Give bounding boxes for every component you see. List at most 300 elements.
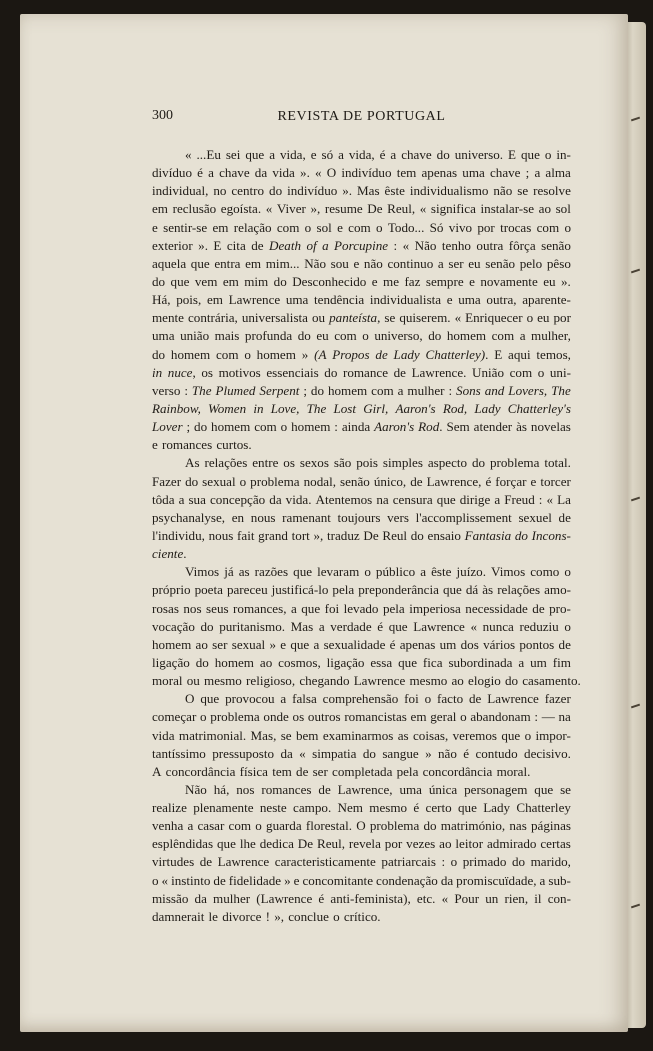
word: nous <box>208 527 234 543</box>
word: aspecto <box>427 455 468 471</box>
word: que <box>521 147 540 162</box>
word: da <box>269 491 282 507</box>
word: em <box>410 709 427 725</box>
word: aqui <box>508 346 531 362</box>
text-line <box>152 237 571 255</box>
word: » <box>301 346 309 362</box>
word: fazer <box>544 691 571 707</box>
word: centro <box>231 183 265 199</box>
text-line <box>152 273 571 291</box>
word: que <box>200 691 220 707</box>
word: « <box>299 745 306 761</box>
word: promiscuïdade, <box>456 872 537 888</box>
word: etc. <box>416 890 436 906</box>
word: romancistas <box>344 709 407 725</box>
word: os <box>292 709 305 725</box>
word: The <box>551 382 571 398</box>
word: E <box>508 147 517 162</box>
word: Vimos <box>185 564 220 580</box>
word: Não <box>414 237 437 253</box>
word: público <box>375 564 416 580</box>
word: por <box>477 219 495 235</box>
word: do <box>185 473 199 489</box>
word: o <box>304 219 312 235</box>
word: La <box>557 491 571 507</box>
word: vivo <box>448 219 473 235</box>
word: pontos <box>519 636 555 652</box>
word: grand <box>258 527 288 543</box>
word: indivíduo <box>287 183 338 199</box>
word: forçar <box>495 473 527 489</box>
word: realize <box>152 800 187 816</box>
word: nos <box>183 600 202 616</box>
word: o <box>564 219 571 235</box>
word: « <box>161 872 169 888</box>
word: levaram <box>317 564 360 580</box>
word: vem <box>194 273 218 289</box>
word: onde <box>263 709 289 725</box>
word: eu <box>468 255 481 271</box>
text-line <box>152 346 571 364</box>
word: elogio <box>468 673 501 689</box>
word: Lady <box>483 800 511 816</box>
word: único, <box>373 473 407 489</box>
word: guarda <box>266 818 302 834</box>
word: a <box>187 818 194 834</box>
word: do <box>362 745 376 761</box>
word: essa <box>370 654 393 670</box>
word: verso <box>152 382 181 398</box>
word: o <box>375 219 383 235</box>
word: tem <box>272 763 292 779</box>
word: contudo <box>475 745 518 761</box>
word: na <box>376 491 389 507</box>
word: se <box>517 183 529 199</box>
word: De <box>367 201 383 217</box>
word: que <box>501 727 521 743</box>
text-line <box>152 853 571 871</box>
word: sempre <box>425 273 464 289</box>
word: do <box>423 818 437 834</box>
word: de <box>410 473 423 489</box>
word: o <box>333 908 340 924</box>
word: Nem <box>337 800 363 816</box>
word: vida, <box>279 147 306 162</box>
word: relações <box>497 582 541 598</box>
word: com <box>371 382 394 398</box>
word: a <box>519 328 526 344</box>
word: condenação <box>376 872 438 888</box>
word: : <box>393 237 398 253</box>
word: de <box>318 781 331 797</box>
word: do <box>152 273 166 289</box>
word: geral <box>430 709 457 725</box>
word: do <box>273 273 287 289</box>
word: novelas <box>530 419 571 435</box>
word: próprio <box>152 582 191 598</box>
word: », <box>310 201 321 217</box>
word: « <box>185 147 192 162</box>
word: revela <box>348 836 381 852</box>
word: Serpent <box>259 382 300 398</box>
word: tantíssimo <box>152 745 206 761</box>
word: ; <box>186 419 191 435</box>
word: toujours <box>337 509 381 525</box>
word: de <box>558 509 571 525</box>
text-line <box>152 727 571 745</box>
word: Há, <box>152 292 171 308</box>
text-line <box>152 672 581 690</box>
word: : <box>448 382 453 398</box>
word: homem <box>152 636 192 652</box>
word: Lawrence <box>217 854 270 870</box>
word: instalar-se <box>480 201 535 217</box>
word: Não <box>185 781 207 797</box>
word: um <box>439 636 457 652</box>
word: cosmos, <box>278 654 321 670</box>
text-line <box>152 436 571 454</box>
word: bem <box>295 727 319 743</box>
word: a <box>178 491 185 507</box>
word: com <box>228 818 252 834</box>
word: damnerait <box>152 908 205 924</box>
word: apenas <box>399 636 436 652</box>
text-line <box>152 364 571 382</box>
word: novamente <box>480 273 538 289</box>
word: individual, <box>152 183 209 199</box>
text-line <box>152 418 571 436</box>
word: Women <box>208 400 247 416</box>
word: universo. <box>454 147 504 162</box>
word: o <box>152 872 159 888</box>
word: o <box>280 419 288 435</box>
word: que <box>436 491 456 507</box>
word: ao <box>538 201 551 217</box>
word: a <box>269 147 275 162</box>
word: l'individu, <box>152 527 205 543</box>
text-line <box>152 636 571 654</box>
word: marido, <box>530 854 571 870</box>
word: sexual <box>231 636 266 652</box>
word: começar <box>152 709 197 725</box>
word: se <box>384 310 396 326</box>
word: abandonam <box>470 709 531 725</box>
text-line <box>152 763 571 781</box>
word: facto <box>436 691 464 707</box>
word: outra, <box>486 292 517 308</box>
word: que <box>534 781 554 797</box>
word: da <box>440 872 454 888</box>
text-line <box>152 708 571 726</box>
word: nous <box>250 509 276 525</box>
text-line <box>152 781 571 799</box>
word: homem <box>446 328 487 344</box>
word: ainda <box>341 419 371 435</box>
word: sexual <box>202 473 236 489</box>
word: poeta <box>194 582 223 598</box>
word: Lawrence <box>228 292 281 308</box>
word: reclusão <box>172 201 217 217</box>
word: O <box>356 818 366 834</box>
word: esplêndidas <box>152 836 214 852</box>
word: eu <box>543 273 556 289</box>
word: (A <box>314 346 327 362</box>
word: Porcupine <box>334 237 389 253</box>
word: o <box>200 709 207 725</box>
word: Aaron's <box>395 400 436 416</box>
word: veremos <box>452 727 497 743</box>
word: o <box>524 727 532 743</box>
text-line <box>152 527 571 545</box>
word: sexuel <box>518 509 552 525</box>
word: do <box>297 328 311 344</box>
word: » <box>269 636 276 652</box>
word: The <box>306 400 327 416</box>
word: mulher <box>407 382 445 398</box>
word: homem <box>291 419 331 435</box>
word: fôrça <box>508 237 536 253</box>
word: Enriquecer <box>465 310 523 326</box>
word: pela <box>332 582 355 598</box>
word: contrária, <box>188 310 238 326</box>
word: Lost <box>333 400 356 416</box>
word: sexos <box>299 455 329 471</box>
word: nos <box>236 781 255 797</box>
word: ramenant <box>282 509 331 525</box>
word: com <box>536 219 560 235</box>
word: do <box>428 328 442 344</box>
word: Reul, <box>387 201 416 217</box>
word: única <box>428 781 458 797</box>
word: campo. <box>293 800 332 816</box>
word: : <box>534 709 539 725</box>
word: vocação <box>152 618 195 634</box>
word: sol <box>555 201 571 217</box>
word: senão <box>485 255 516 271</box>
word: homem <box>214 654 254 670</box>
page-number: 300 <box>152 108 173 123</box>
word: concepção <box>209 491 266 507</box>
word: justificá-lo <box>271 582 329 598</box>
word: profunda <box>244 328 293 344</box>
word: rien, <box>504 890 529 906</box>
word: ; <box>525 165 530 181</box>
word: ser <box>312 763 328 779</box>
word: chegando <box>299 673 350 689</box>
word: uma <box>458 292 481 308</box>
word: vezes <box>406 836 436 852</box>
word: mesmo <box>409 673 448 689</box>
word: « <box>454 310 462 326</box>
word: tem <box>396 165 417 181</box>
word: é <box>413 800 420 816</box>
word: é <box>379 147 386 162</box>
word: pois <box>356 455 379 471</box>
word: Reul, <box>316 836 345 852</box>
word: do <box>152 346 166 362</box>
word: em <box>206 292 223 308</box>
word: vida <box>152 727 175 743</box>
word: « <box>419 201 427 217</box>
word: divíduo <box>152 165 193 181</box>
word: uma <box>462 165 485 181</box>
word: (Lawrence <box>256 890 313 906</box>
word: pressuposto <box>212 745 275 761</box>
word: com <box>509 364 533 380</box>
word: admirado <box>486 836 537 852</box>
word: a <box>290 600 297 616</box>
word: União <box>472 364 505 380</box>
word: com <box>254 419 277 435</box>
text-line <box>152 690 571 708</box>
word: homem <box>170 346 211 362</box>
word: problema <box>250 473 300 489</box>
word: do <box>195 654 209 670</box>
word: subordinada <box>448 654 513 670</box>
word: em <box>152 201 168 217</box>
word: Girl, <box>363 400 389 416</box>
word: ser <box>448 255 464 271</box>
word: é <box>377 618 384 634</box>
word: dirige <box>459 491 491 507</box>
word: o <box>239 473 247 489</box>
word: a <box>208 165 214 181</box>
word: De <box>363 527 379 543</box>
word: Incons- <box>531 527 571 543</box>
word: Mas, <box>250 727 277 743</box>
text-line <box>152 382 571 400</box>
word: examinarmos <box>322 727 394 743</box>
word: se <box>280 727 292 743</box>
word: sua <box>188 491 206 507</box>
word: Rod, <box>442 400 468 416</box>
word: do <box>310 382 325 398</box>
word: conclue <box>288 908 329 924</box>
word: Mas <box>357 183 380 199</box>
word: senão <box>541 237 571 253</box>
word: casamento. <box>522 673 581 689</box>
word: que <box>388 618 408 634</box>
word: instinto <box>171 872 211 888</box>
word: romance <box>342 364 389 380</box>
text-line <box>152 309 571 327</box>
word: Rainbow, <box>152 400 201 416</box>
word: E <box>213 237 222 253</box>
word: do <box>324 364 338 380</box>
word: do <box>504 673 519 689</box>
word: do <box>200 618 214 634</box>
word: and <box>484 382 505 398</box>
word: mulher, <box>531 328 571 344</box>
word: da <box>280 745 293 761</box>
word: da <box>254 165 268 181</box>
word: — <box>541 709 555 725</box>
word: trocas <box>500 219 532 235</box>
word: e <box>446 292 453 308</box>
word: en <box>231 509 245 525</box>
word: Lady <box>474 400 501 416</box>
word: impor- <box>535 727 571 743</box>
word: foi <box>324 600 340 616</box>
word: é <box>463 745 470 761</box>
word: mente <box>152 310 184 326</box>
word: E <box>494 346 503 362</box>
word: êste <box>431 564 452 580</box>
word: homem <box>211 419 251 435</box>
word: ». <box>560 273 571 289</box>
word: Reul <box>382 527 408 543</box>
word: Atentemos <box>315 491 373 507</box>
word: of <box>306 237 317 253</box>
word: caracteristicamente <box>274 854 376 870</box>
word: os <box>283 455 295 471</box>
word: a <box>437 255 444 271</box>
word: a <box>420 564 427 580</box>
word: páginas <box>531 818 571 834</box>
word: a <box>534 165 541 181</box>
word: tendência <box>314 292 365 308</box>
word: Desconhecido <box>292 273 367 289</box>
word: com <box>276 219 300 235</box>
word: em <box>245 255 262 271</box>
word: entre <box>252 455 279 471</box>
word: Propos <box>332 346 370 362</box>
word: que <box>190 255 210 271</box>
text-line <box>152 400 571 418</box>
word: razões <box>254 564 289 580</box>
word: sangue <box>382 745 419 761</box>
word: dá <box>465 582 479 598</box>
word: juízo. <box>456 564 486 580</box>
text-line <box>152 581 571 599</box>
word: comprehensão <box>322 691 399 707</box>
word: eu <box>316 328 329 344</box>
word: ! <box>265 908 271 924</box>
text-line <box>152 164 571 182</box>
word: puritanismo. <box>219 618 286 634</box>
word: temos, <box>536 346 571 362</box>
word: Chatterley <box>516 800 571 816</box>
text-line <box>152 291 571 309</box>
word: verdade <box>330 618 372 634</box>
word: sub- <box>548 872 571 888</box>
word: crítico. <box>343 908 381 924</box>
word: psychanalyse, <box>152 509 226 525</box>
word: Não <box>304 255 327 271</box>
word: concordância <box>422 763 493 779</box>
word: a <box>338 147 344 162</box>
word: do <box>514 527 528 543</box>
word: Lawrence, <box>426 473 482 489</box>
word: traduz <box>327 527 360 543</box>
text-line <box>152 799 571 817</box>
word: que <box>398 654 417 670</box>
word: un <box>485 890 499 906</box>
word: pela <box>396 763 419 779</box>
word: fim <box>552 654 571 670</box>
word: vários <box>483 636 516 652</box>
word: sou <box>330 255 349 271</box>
word: e <box>371 273 378 289</box>
word: sentir-se <box>163 219 208 235</box>
word: de <box>251 237 264 253</box>
word: ou <box>312 310 326 326</box>
word: da <box>194 890 207 906</box>
text-line <box>152 563 571 581</box>
word: Sem <box>446 419 470 435</box>
word: há, <box>213 781 230 797</box>
word: « <box>441 890 449 906</box>
